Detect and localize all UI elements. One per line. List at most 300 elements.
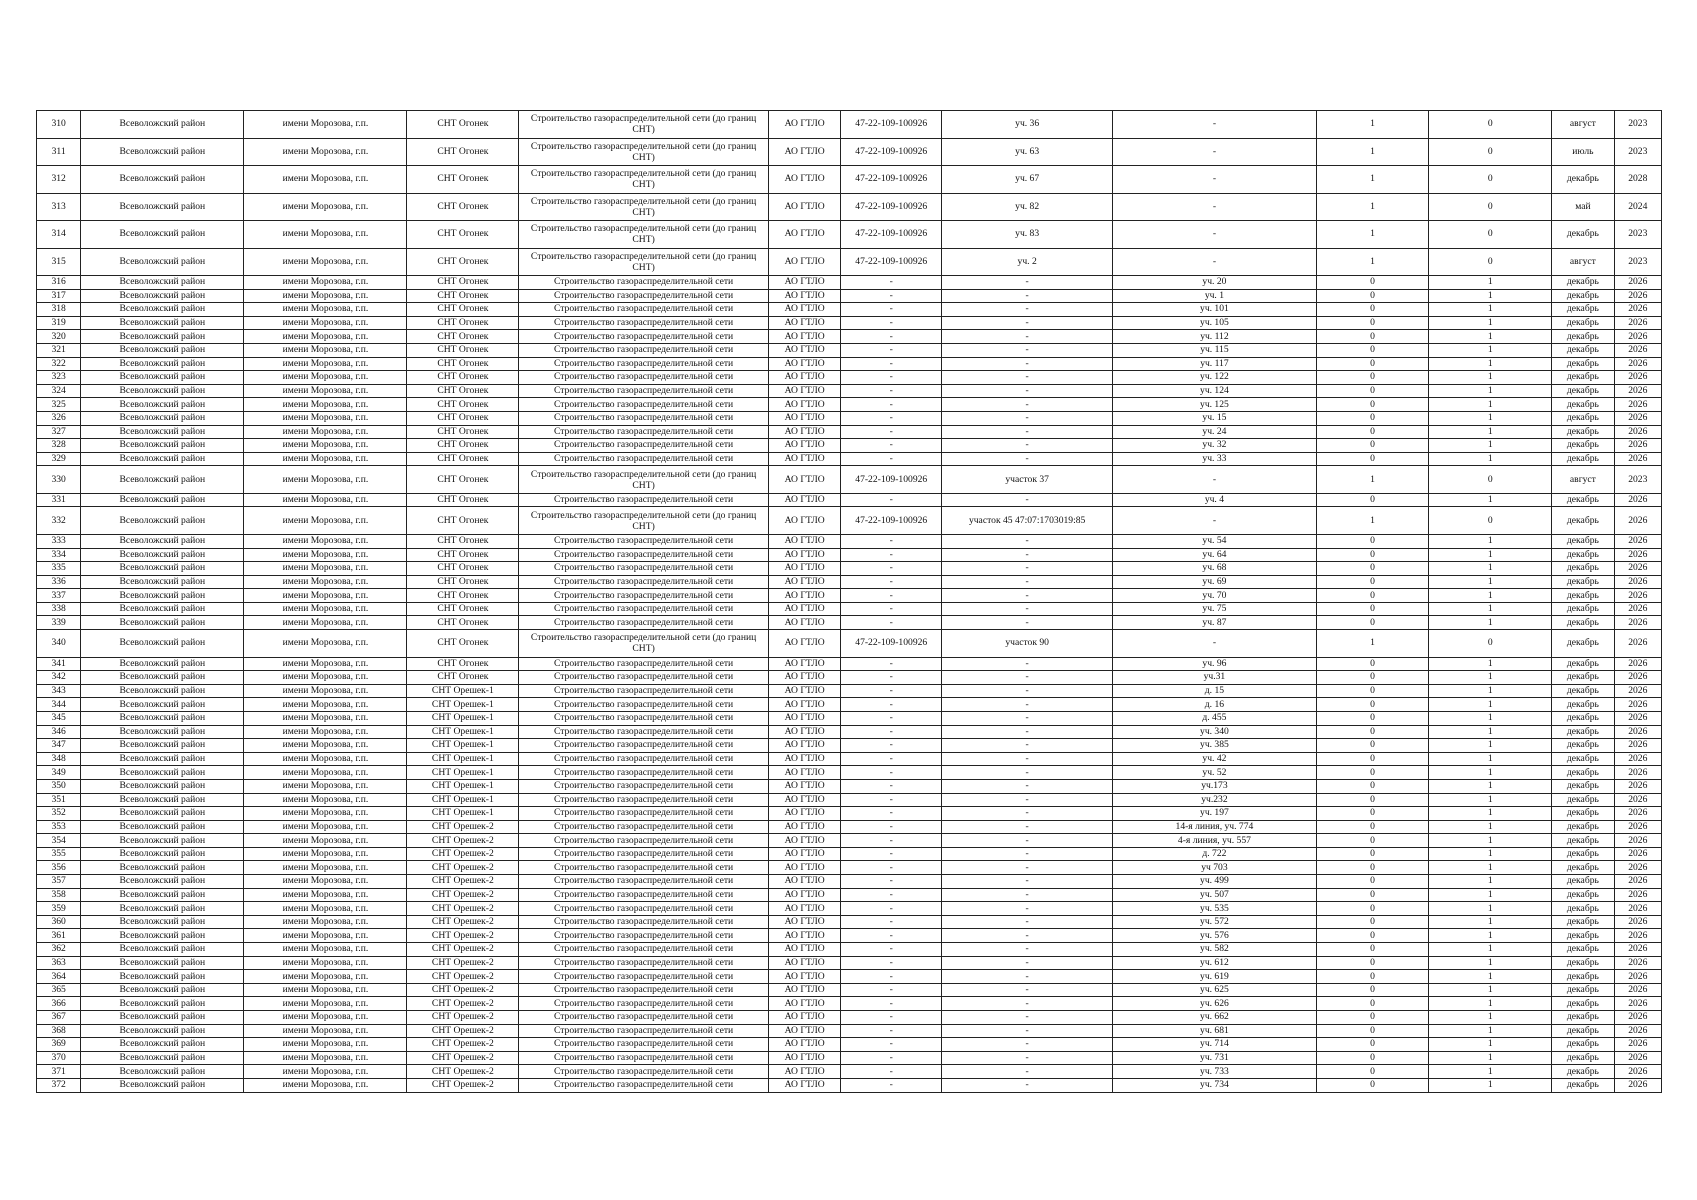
month-cell: декабрь [1552,834,1614,848]
work-type-cell: Строительство газораспределительной сети [519,316,769,330]
cadastre-cell: - [841,411,942,425]
row-number: 350 [37,779,81,793]
settlement-cell: имени Морозова, г.п. [244,548,407,562]
year-cell: 2026 [1614,943,1661,957]
plot-cell: - [942,902,1113,916]
work-type-cell: Строительство газораспределительной сети [519,589,769,603]
address-cell: уч. 681 [1113,1024,1316,1038]
organization-cell: АО ГТЛО [768,698,840,712]
cadastre-cell: - [841,357,942,371]
cadastre-cell: - [841,888,942,902]
table-row [37,425,1662,439]
cadastre-cell: - [841,493,942,507]
year-cell: 2026 [1614,698,1661,712]
snt-cell: СНТ Огонек [407,452,519,466]
row-number: 367 [37,1011,81,1025]
value-b-cell: 1 [1429,343,1552,357]
plot-cell: - [942,671,1113,685]
month-cell: декабрь [1552,861,1614,875]
plot-cell: - [942,711,1113,725]
row-number: 358 [37,888,81,902]
table-row [37,915,1662,929]
snt-cell: СНТ Орешек-2 [407,1078,519,1092]
settlement-cell: имени Морозова, г.п. [244,725,407,739]
settlement-cell: имени Морозова, г.п. [244,439,407,453]
row-number: 363 [37,956,81,970]
year-cell: 2026 [1614,371,1661,385]
district-cell: Всеволожский район [81,371,244,385]
row-number: 315 [37,248,81,276]
district-cell: Всеволожский район [81,1024,244,1038]
work-type-cell: Строительство газораспределительной сети [519,289,769,303]
address-cell: уч. 714 [1113,1038,1316,1052]
row-number: 317 [37,289,81,303]
month-cell: декабрь [1552,902,1614,916]
value-a-cell: 0 [1316,330,1429,344]
organization-cell: АО ГТЛО [768,630,840,658]
value-b-cell: 1 [1429,589,1552,603]
year-cell: 2026 [1614,1024,1661,1038]
value-b-cell: 1 [1429,562,1552,576]
year-cell: 2023 [1614,138,1661,166]
value-a-cell: 0 [1316,1078,1429,1092]
district-cell: Всеволожский район [81,684,244,698]
plot-cell: участок 45 47:07:1703019:85 [942,507,1113,535]
table-row [37,779,1662,793]
district-cell: Всеволожский район [81,834,244,848]
cadastre-cell: - [841,371,942,385]
cadastre-cell: - [841,534,942,548]
month-cell: декабрь [1552,698,1614,712]
address-cell: уч. 64 [1113,548,1316,562]
organization-cell: АО ГТЛО [768,384,840,398]
month-cell: декабрь [1552,1051,1614,1065]
snt-cell: СНТ Орешек-1 [407,711,519,725]
month-cell: декабрь [1552,562,1614,576]
value-a-cell: 0 [1316,671,1429,685]
month-cell: декабрь [1552,534,1614,548]
value-a-cell: 0 [1316,657,1429,671]
table-row [37,739,1662,753]
value-b-cell: 1 [1429,684,1552,698]
organization-cell: АО ГТЛО [768,943,840,957]
value-b-cell: 0 [1429,138,1552,166]
table-row [37,807,1662,821]
organization-cell: АО ГТЛО [768,847,840,861]
row-number: 334 [37,548,81,562]
row-number: 357 [37,875,81,889]
address-cell: уч. 4 [1113,493,1316,507]
district-cell: Всеволожский район [81,1038,244,1052]
year-cell: 2028 [1614,166,1661,194]
work-type-cell: Строительство газораспределительной сети [519,1011,769,1025]
organization-cell: АО ГТЛО [768,902,840,916]
snt-cell: СНТ Огонек [407,616,519,630]
table-row [37,289,1662,303]
district-cell: Всеволожский район [81,725,244,739]
plot-cell: уч. 82 [942,193,1113,221]
table-row [37,452,1662,466]
address-cell: уч. 626 [1113,997,1316,1011]
plot-cell: - [942,548,1113,562]
settlement-cell: имени Морозова, г.п. [244,357,407,371]
settlement-cell: имени Морозова, г.п. [244,711,407,725]
plot-cell: - [942,602,1113,616]
month-cell: декабрь [1552,452,1614,466]
table-row [37,671,1662,685]
plot-cell: - [942,1078,1113,1092]
district-cell: Всеволожский район [81,793,244,807]
row-number: 335 [37,562,81,576]
organization-cell: АО ГТЛО [768,111,840,139]
settlement-cell: имени Морозова, г.п. [244,671,407,685]
year-cell: 2026 [1614,303,1661,317]
address-cell: уч. 70 [1113,589,1316,603]
cadastre-cell: - [841,902,942,916]
organization-cell: АО ГТЛО [768,221,840,249]
work-type-cell: Строительство газораспределительной сети [519,725,769,739]
work-type-cell: Строительство газораспределительной сети [519,671,769,685]
plot-cell: - [942,425,1113,439]
year-cell: 2026 [1614,956,1661,970]
work-type-cell: Строительство газораспределительной сети [519,371,769,385]
year-cell: 2026 [1614,983,1661,997]
plot-cell: - [942,384,1113,398]
snt-cell: СНТ Орешек-2 [407,915,519,929]
value-a-cell: 0 [1316,289,1429,303]
snt-cell: СНТ Огонек [407,138,519,166]
address-cell: уч. 507 [1113,888,1316,902]
district-cell: Всеволожский район [81,534,244,548]
settlement-cell: имени Морозова, г.п. [244,1011,407,1025]
row-number: 340 [37,630,81,658]
settlement-cell: имени Морозова, г.п. [244,1078,407,1092]
table-row [37,766,1662,780]
table-row [37,111,1662,139]
value-a-cell: 0 [1316,1038,1429,1052]
address-cell: уч. 124 [1113,384,1316,398]
year-cell: 2026 [1614,589,1661,603]
month-cell: декабрь [1552,589,1614,603]
cadastre-cell: 47-22-109-100926 [841,248,942,276]
organization-cell: АО ГТЛО [768,888,840,902]
table-row [37,902,1662,916]
table-row [37,371,1662,385]
address-cell: уч. 54 [1113,534,1316,548]
settlement-cell: имени Морозова, г.п. [244,847,407,861]
plot-cell: - [942,888,1113,902]
district-cell: Всеволожский район [81,575,244,589]
organization-cell: АО ГТЛО [768,616,840,630]
address-cell: д. 16 [1113,698,1316,712]
month-cell: декабрь [1552,956,1614,970]
plot-cell: - [942,330,1113,344]
address-cell: - [1113,166,1316,194]
snt-cell: СНТ Огонек [407,439,519,453]
settlement-cell: имени Морозова, г.п. [244,807,407,821]
table-row [37,983,1662,997]
gasification-table [36,110,1662,1093]
organization-cell: АО ГТЛО [768,193,840,221]
plot-cell: - [942,943,1113,957]
address-cell: уч. 625 [1113,983,1316,997]
month-cell: декабрь [1552,1038,1614,1052]
cadastre-cell: - [841,711,942,725]
year-cell: 2023 [1614,111,1661,139]
cadastre-cell: - [841,766,942,780]
cadastre-cell: - [841,343,942,357]
year-cell: 2026 [1614,711,1661,725]
month-cell: декабрь [1552,439,1614,453]
snt-cell: СНТ Орешек-2 [407,1024,519,1038]
address-cell: уч. 117 [1113,357,1316,371]
district-cell: Всеволожский район [81,439,244,453]
snt-cell: СНТ Огонек [407,630,519,658]
address-cell: - [1113,466,1316,494]
district-cell: Всеволожский район [81,671,244,685]
row-number: 364 [37,970,81,984]
year-cell: 2026 [1614,684,1661,698]
work-type-cell: Строительство газораспределительной сети [519,929,769,943]
work-type-cell: Строительство газораспределительной сети (до границ СНТ) [519,221,769,249]
row-number: 336 [37,575,81,589]
cadastre-cell: - [841,684,942,698]
address-cell: уч. 33 [1113,452,1316,466]
district-cell: Всеволожский район [81,562,244,576]
value-a-cell: 0 [1316,684,1429,698]
work-type-cell: Строительство газораспределительной сети [519,452,769,466]
organization-cell: АО ГТЛО [768,766,840,780]
value-a-cell: 0 [1316,943,1429,957]
organization-cell: АО ГТЛО [768,820,840,834]
row-number: 327 [37,425,81,439]
table-row [37,138,1662,166]
value-b-cell: 1 [1429,1038,1552,1052]
address-cell: уч. 69 [1113,575,1316,589]
settlement-cell: имени Морозова, г.п. [244,575,407,589]
organization-cell: АО ГТЛО [768,398,840,412]
snt-cell: СНТ Орешек-2 [407,1051,519,1065]
address-cell: уч. 662 [1113,1011,1316,1025]
month-cell: декабрь [1552,1011,1614,1025]
settlement-cell: имени Морозова, г.п. [244,956,407,970]
year-cell: 2023 [1614,221,1661,249]
cadastre-cell: - [841,1065,942,1079]
cadastre-cell: - [841,398,942,412]
address-cell: уч.232 [1113,793,1316,807]
value-b-cell: 1 [1429,711,1552,725]
snt-cell: СНТ Огонек [407,507,519,535]
plot-cell: - [942,276,1113,290]
work-type-cell: Строительство газораспределительной сети [519,847,769,861]
organization-cell: АО ГТЛО [768,534,840,548]
table-row [37,343,1662,357]
year-cell: 2026 [1614,1051,1661,1065]
table-row [37,316,1662,330]
district-cell: Всеволожский район [81,493,244,507]
month-cell: декабрь [1552,384,1614,398]
month-cell: декабрь [1552,820,1614,834]
table-row [37,562,1662,576]
district-cell: Всеволожский район [81,289,244,303]
snt-cell: СНТ Огонек [407,371,519,385]
year-cell: 2026 [1614,902,1661,916]
year-cell: 2026 [1614,343,1661,357]
value-b-cell: 1 [1429,807,1552,821]
snt-cell: СНТ Орешек-2 [407,834,519,848]
snt-cell: СНТ Огонек [407,602,519,616]
work-type-cell: Строительство газораспределительной сети [519,807,769,821]
month-cell: июль [1552,138,1614,166]
work-type-cell: Строительство газораспределительной сети [519,943,769,957]
month-cell: декабрь [1552,630,1614,658]
district-cell: Всеволожский район [81,357,244,371]
value-b-cell: 1 [1429,834,1552,848]
district-cell: Всеволожский район [81,330,244,344]
work-type-cell: Строительство газораспределительной сети [519,1024,769,1038]
address-cell: уч.173 [1113,779,1316,793]
snt-cell: СНТ Огонек [407,411,519,425]
year-cell: 2024 [1614,193,1661,221]
value-a-cell: 0 [1316,493,1429,507]
cadastre-cell: - [841,303,942,317]
address-cell: уч.31 [1113,671,1316,685]
year-cell: 2026 [1614,357,1661,371]
month-cell: декабрь [1552,303,1614,317]
cadastre-cell: - [841,548,942,562]
table-row [37,725,1662,739]
address-cell: - [1113,138,1316,166]
year-cell: 2026 [1614,875,1661,889]
address-cell: уч. 619 [1113,970,1316,984]
value-a-cell: 0 [1316,534,1429,548]
year-cell: 2026 [1614,330,1661,344]
row-number: 372 [37,1078,81,1092]
settlement-cell: имени Морозова, г.п. [244,1065,407,1079]
row-number: 310 [37,111,81,139]
row-number: 330 [37,466,81,494]
value-b-cell: 1 [1429,739,1552,753]
cadastre-cell: - [841,616,942,630]
settlement-cell: имени Морозова, г.п. [244,1038,407,1052]
plot-cell: - [942,752,1113,766]
plot-cell: - [942,343,1113,357]
work-type-cell: Строительство газораспределительной сети [519,616,769,630]
work-type-cell: Строительство газораспределительной сети [519,739,769,753]
year-cell: 2026 [1614,793,1661,807]
organization-cell: АО ГТЛО [768,739,840,753]
district-cell: Всеволожский район [81,602,244,616]
plot-cell: - [942,983,1113,997]
snt-cell: СНТ Огонек [407,166,519,194]
value-b-cell: 0 [1429,193,1552,221]
row-number: 325 [37,398,81,412]
settlement-cell: имени Морозова, г.п. [244,330,407,344]
month-cell: декабрь [1552,398,1614,412]
table-row [37,888,1662,902]
cadastre-cell: - [841,575,942,589]
snt-cell: СНТ Орешек-2 [407,983,519,997]
plot-cell: - [942,657,1113,671]
value-b-cell: 1 [1429,915,1552,929]
district-cell: Всеволожский район [81,548,244,562]
settlement-cell: имени Морозова, г.п. [244,684,407,698]
district-cell: Всеволожский район [81,915,244,929]
value-b-cell: 0 [1429,111,1552,139]
row-number: 354 [37,834,81,848]
settlement-cell: имени Морозова, г.п. [244,793,407,807]
year-cell: 2026 [1614,820,1661,834]
plot-cell: - [942,847,1113,861]
address-cell: уч. 32 [1113,439,1316,453]
month-cell: декабрь [1552,1024,1614,1038]
table-row [37,193,1662,221]
value-b-cell: 1 [1429,1024,1552,1038]
year-cell: 2026 [1614,630,1661,658]
value-a-cell: 1 [1316,248,1429,276]
snt-cell: СНТ Огонек [407,589,519,603]
row-number: 368 [37,1024,81,1038]
plot-cell: уч. 36 [942,111,1113,139]
address-cell: уч. 15 [1113,411,1316,425]
work-type-cell: Строительство газораспределительной сети [519,684,769,698]
value-b-cell: 1 [1429,847,1552,861]
address-cell: - [1113,221,1316,249]
organization-cell: АО ГТЛО [768,1011,840,1025]
snt-cell: СНТ Орешек-2 [407,997,519,1011]
cadastre-cell: - [841,276,942,290]
row-number: 369 [37,1038,81,1052]
table-row [37,1051,1662,1065]
address-cell: уч. 101 [1113,303,1316,317]
snt-cell: СНТ Огонек [407,276,519,290]
cadastre-cell: - [841,820,942,834]
address-cell: уч. 1 [1113,289,1316,303]
organization-cell: АО ГТЛО [768,1051,840,1065]
cadastre-cell: - [841,562,942,576]
work-type-cell: Строительство газораспределительной сети (до границ СНТ) [519,630,769,658]
snt-cell: СНТ Огонек [407,111,519,139]
snt-cell: СНТ Орешек-2 [407,875,519,889]
cadastre-cell: - [841,834,942,848]
snt-cell: СНТ Огонек [407,221,519,249]
address-cell: уч. 535 [1113,902,1316,916]
organization-cell: АО ГТЛО [768,343,840,357]
value-a-cell: 1 [1316,221,1429,249]
work-type-cell: Строительство газораспределительной сети [519,357,769,371]
table-row [37,602,1662,616]
row-number: 346 [37,725,81,739]
table-row [37,330,1662,344]
work-type-cell: Строительство газораспределительной сети [519,303,769,317]
settlement-cell: имени Морозова, г.п. [244,166,407,194]
month-cell: декабрь [1552,657,1614,671]
table-row [37,943,1662,957]
value-a-cell: 0 [1316,439,1429,453]
district-cell: Всеволожский район [81,384,244,398]
value-b-cell: 1 [1429,289,1552,303]
address-cell: - [1113,193,1316,221]
table-row [37,997,1662,1011]
settlement-cell: имени Морозова, г.п. [244,875,407,889]
work-type-cell: Строительство газораспределительной сети (до границ СНТ) [519,138,769,166]
work-type-cell: Строительство газораспределительной сети [519,411,769,425]
row-number: 359 [37,902,81,916]
value-b-cell: 1 [1429,752,1552,766]
plot-cell: - [942,398,1113,412]
cadastre-cell: - [841,452,942,466]
snt-cell: СНТ Огонек [407,466,519,494]
